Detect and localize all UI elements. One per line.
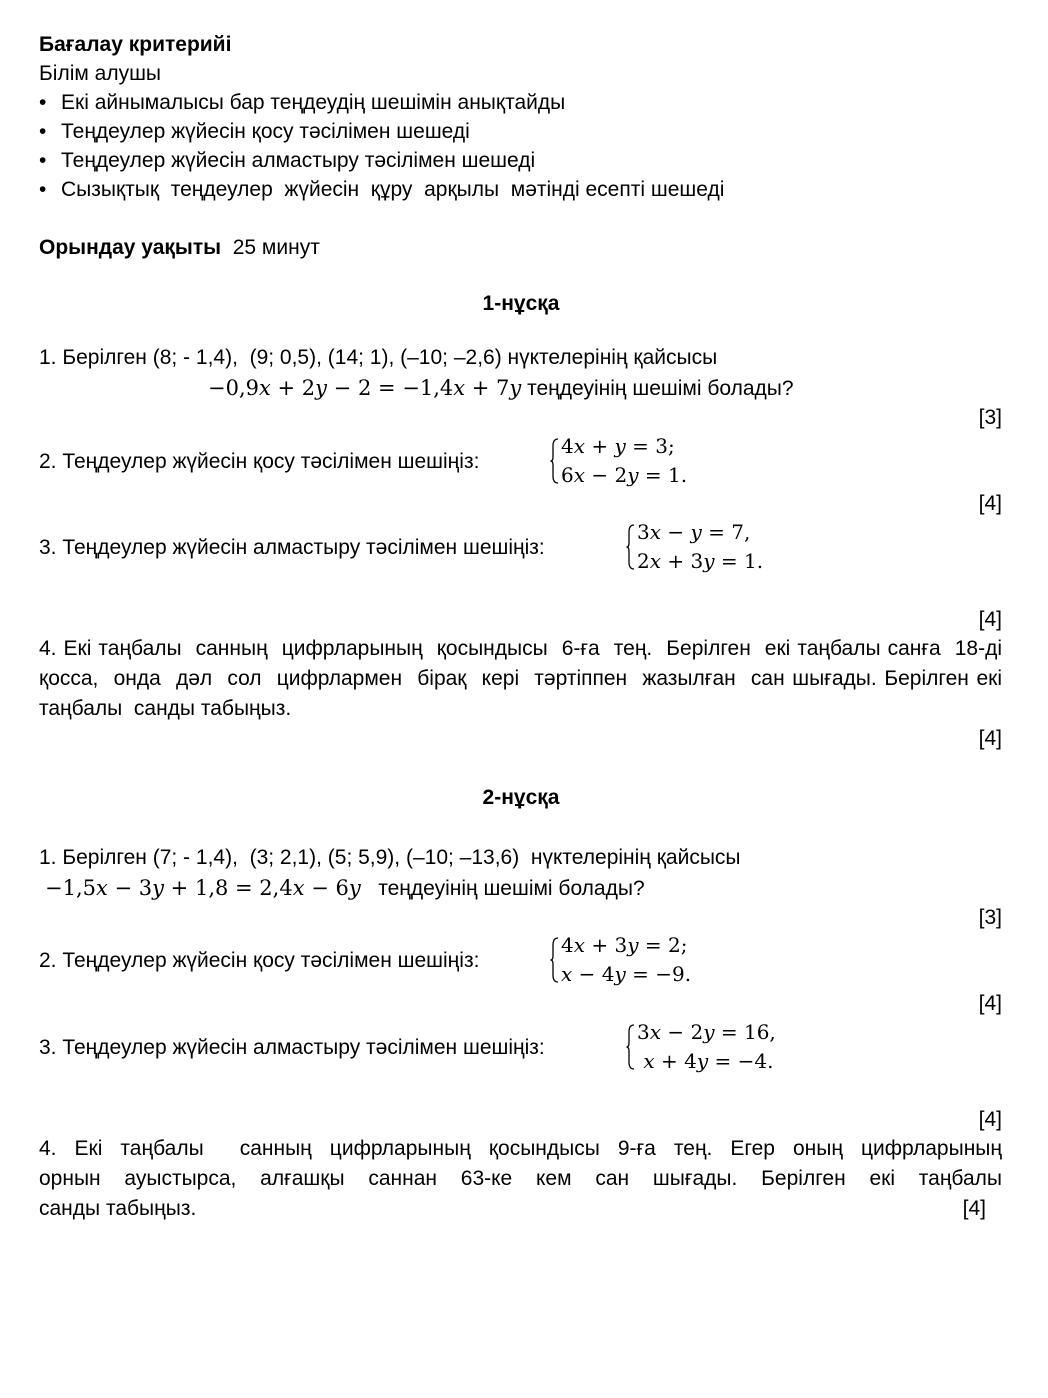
v2-q1-tail: теңдеуінің шешімі болады? [378,877,645,900]
v1-q2-text: 2. Теңдеулер жүйесін қосу тәсілімен шешіңіз: [39,450,480,473]
v2-q3-text: 3. Теңдеулер жүйесін алмастыру тәсілімен шешіңіз: [39,1036,545,1059]
v2-q3-eq1: 3𝑥 − 2𝑦 = 16, [637,1020,776,1044]
v2-q4-line: санды табыңыз. [39,1197,197,1220]
v2-q1-text: 1. Берілген (7; - 1,4), (3; 2,1), (5; 5,9), (–10; –13,6) нүктелерінің қайсысы [39,846,741,869]
v1-q1-equation: −0,9𝑥 + 2𝑦 − 2 = −1,4𝑥 + 7𝑦 [208,376,522,400]
v2-q2-text: 2. Теңдеулер жүйесін қосу тәсілімен шешіңіз: [39,949,480,972]
v1-q2-system [550,432,687,490]
left-brace-icon [626,1024,635,1070]
v1-q3-score: [4] [978,608,1002,631]
v1-q4-score: [4] [978,727,1002,750]
v2-q1-score: [3] [978,906,1002,929]
v1-q3-eq2: 2𝑥 + 3𝑦 = 1. [637,549,764,573]
v2-q2-score: [4] [978,992,1002,1015]
criteria-item: • Екі айнымалысы бар теңдеудің шешімін анықтайды [39,91,566,114]
v1-q1-tail: теңдеуінің шешімі болады? [527,377,794,400]
v2-q4-score: [4] [962,1197,986,1220]
v1-q2-score: [4] [978,492,1002,515]
v2-q4-line: 4. Екі таңбалы санның цифрларының қосындысы 9-ға тең. Егер оның цифрларының [39,1137,1002,1160]
criteria-item: • Теңдеулер жүйесін қосу тәсілімен шешеді [39,120,470,143]
left-brace-icon [626,524,635,570]
v2-q4-line: орнын ауыстырса, алғашқы саннан 63-ке кем сан шығады. Берілген екі таңбалы [39,1167,1002,1190]
v1-q1-score: [3] [978,406,1002,429]
v1-q3-system [626,518,763,576]
v1-q1-equation-row [208,376,794,401]
left-brace-icon [550,438,559,484]
bullet-icon: • [39,91,47,114]
bullet-icon: • [39,149,47,172]
criteria-item: • Сызықтық теңдеулер жүйесін құру арқылы мәтінді есепті шешеді [39,178,725,201]
variant-1-title: 1-нұсқа [482,292,560,315]
v2-q3-eq2: 𝑥 + 4𝑦 = −4. [637,1049,774,1073]
bullet-icon: • [39,178,47,201]
variant-2-title: 2-нұсқа [482,786,560,809]
v1-q3-text: 3. Теңдеулер жүйесін алмастыру тәсілімен шешіңіз: [39,536,545,559]
time-value: 25 минут [232,236,320,259]
v2-q3-score: [4] [978,1108,1002,1131]
time-label: Орындау уақыты [39,236,222,259]
v2-q2-system [550,931,691,989]
criteria-subtitle: Білім алушы [39,62,162,85]
left-brace-icon [550,937,559,983]
time-row [39,236,320,260]
criteria-item: • Теңдеулер жүйесін алмастыру тәсілімен шешеді [39,149,536,172]
bullet-icon: • [39,120,47,143]
v2-q3-system [626,1018,776,1076]
v2-q1-equation-row [45,876,645,901]
v1-q4-text: 4. Екі таңбалы санның цифрларының қосындысы 6-ға тең. Берілген екі таңбалы санға 18-ді қосса, онда дәл сол цифрлармен бірақ кері тәртіппен жазылған сан шығады. Берілген екі таңбалы санды табыңыз. [39,637,1020,720]
v1-q3-eq1: 3𝑥 − 𝑦 = 7, [637,520,751,544]
criteria-title: Бағалау критерийі [39,33,232,56]
v2-q1-equation: −1,5𝑥 − 3𝑦 + 1,8 = 2,4𝑥 − 6𝑦 [45,876,361,900]
v1-q2-eq1: 4𝑥 + 𝑦 = 3; [561,434,675,458]
v2-q2-eq1: 4𝑥 + 3𝑦 = 2; [561,933,688,957]
v1-q1-text: 1. Берілген (8; - 1,4), (9; 0,5), (14; 1), (–10; –2,6) нүктелерінің қайсысы [39,346,718,369]
v2-q2-eq2: 𝑥 − 4𝑦 = −9. [561,962,692,986]
v1-q2-eq2: 6𝑥 − 2𝑦 = 1. [561,463,688,487]
